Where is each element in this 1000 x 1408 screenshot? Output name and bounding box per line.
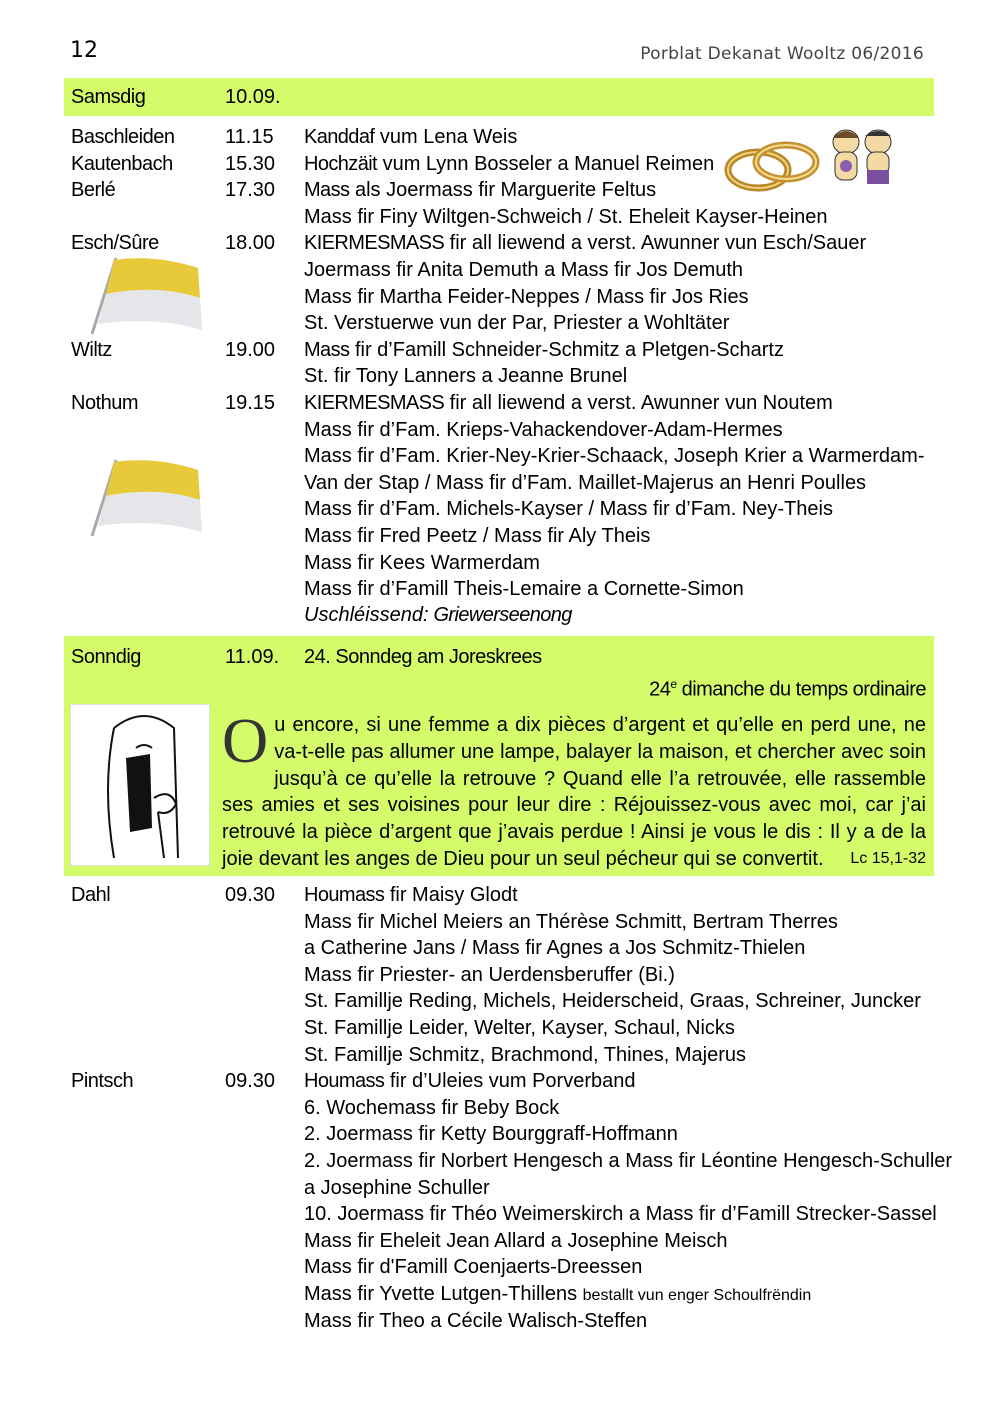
place-name: Esch/Sûre (71, 232, 159, 255)
mass-intention: 10. Joermass fir Théo Weimerskirch a Mass fir d’Famill Strecker-Sassel (304, 1203, 937, 1226)
mass-entry (304, 988, 921, 1015)
page-number: 12 (70, 38, 98, 63)
sunday-fr-rest: dimanche du temps ordinaire (676, 678, 926, 701)
quote-text: u encore, si une femme a dix pièces d’argent et qu’elle en perd une, ne va-t-elle pas allumer une lampe, balayer la maison, et chercher avec soin jusqu’à ce qu’elle la retrouve ? Quand elle l’a retrouvée, elle rassemble ses amies et ses voisines pour leur dire : Réjouissez-vous avec moi, car j’ai retrouvé la pièce d’argent que j’avais perdue ! Ainsi je vous le dis : Il y a de la joie devant les anges de Dieu pour un seul pécheur qui se convertit. (222, 714, 926, 870)
mass-entry (304, 284, 749, 311)
mass-entry (304, 1254, 642, 1281)
mass-entry (304, 390, 833, 417)
mass-intention: vum Lena Weis (374, 126, 518, 148)
mass-time: 09.30 (225, 884, 276, 906)
mass-intention: St. Famillje Leider, Welter, Kayser, Schaul, Nicks (304, 1017, 735, 1039)
mass-entry (304, 1281, 811, 1310)
quote-reference: Lc 15,1-32 (850, 849, 926, 867)
mass-time: 11.15 (225, 126, 274, 148)
mass-entry (304, 257, 743, 284)
mass-intention: 2. Joermass fir Norbert Hengesch a Mass fir Léontine Hengesch-Schuller (304, 1150, 953, 1172)
mass-entry (304, 1095, 559, 1122)
mass-intention: als Joermass fir Marguerite Feltus (349, 179, 657, 202)
place-name: Pintsch (71, 1070, 134, 1093)
saturday-date: 10.09. (225, 86, 281, 108)
sunday-fr-number: 24 (649, 678, 671, 701)
mass-entry (304, 1201, 937, 1228)
mass-entry (304, 496, 833, 523)
mass-intention: Mass fir d’Fam. Michels-Kayser / Mass fir d’Fam. Ney-Theis (304, 498, 833, 521)
mass-entry (304, 470, 866, 497)
mass-intention: Mass fir Martha Feider-Neppes / Mass fir Jos Ries (304, 285, 749, 308)
mass-entry (304, 1121, 678, 1148)
mass-entry (304, 576, 744, 603)
mass-type: Hochzäit (304, 152, 378, 175)
mass-entry (304, 230, 866, 257)
mass-entry (304, 1148, 952, 1175)
papal-flag-icon (86, 456, 206, 540)
mass-entry (304, 1068, 636, 1095)
closing-label: Uschléissend: (304, 604, 429, 626)
mass-time: 09.30 (225, 1070, 276, 1093)
place-name: Berlé (71, 179, 116, 202)
mass-entry (304, 204, 828, 231)
sunday-date: 11.09. (225, 646, 280, 668)
mass-entry (304, 1175, 490, 1202)
wedding-rings-icon (722, 134, 824, 196)
mass-entry (304, 310, 729, 337)
saturday-day: Samsdig (71, 86, 146, 108)
mass-intention: Mass fir Fred Peetz / Mass fir Aly Theis (304, 525, 651, 547)
mass-intention: Mass fir d’Fam. Krieps-Vahackendover-Adam-Hermes (304, 418, 783, 441)
mass-time: 19.00 (225, 338, 276, 361)
closing-value: Griewerseenong (428, 604, 572, 626)
sunday-title-fr (649, 671, 926, 703)
mass-intention: 6. Wochemass fir Beby Bock (304, 1096, 560, 1119)
mass-entry (304, 363, 627, 390)
mass-entry (304, 1042, 746, 1069)
mass-intention: a Josephine Schuller (304, 1176, 490, 1199)
place-name: Kautenbach (71, 152, 173, 175)
mass-time: 18.00 (225, 232, 276, 255)
mass-entry (304, 443, 925, 470)
mass-entry (304, 151, 714, 178)
mass-intention: fir all liewend a verst. Awunner vun Noutem (444, 392, 833, 414)
place-name: Nothum (71, 392, 139, 414)
mass-entry (304, 550, 540, 577)
mass-intention: 2. Joermass fir Ketty Bourggraff-Hoffmann (304, 1123, 678, 1146)
mass-entry (304, 417, 783, 444)
mass-entry (304, 962, 675, 989)
mass-time: 17.30 (225, 179, 276, 202)
mass-intention: Van der Stap / Mass fir d’Fam. Maillet-Majerus an Henri Poulles (304, 471, 867, 494)
mass-type: Mass (304, 338, 350, 361)
mass-intention: Joermass fir Anita Demuth a Mass fir Jos Demuth (304, 259, 744, 281)
mass-intention: St. Famillje Reding, Michels, Heiderscheid, Graas, Schreiner, Juncker (304, 990, 921, 1013)
mass-time: 15.30 (225, 152, 276, 175)
mass-note: bestallt vun enger Schoulfrëndin (582, 1287, 812, 1304)
mass-intention: Mass fir d’Fam. Krier-Ney-Krier-Schaack, Joseph Krier a Warmerdam- (304, 445, 925, 468)
publication-title: Porblat Dekanat Wooltz 06/2016 (640, 44, 924, 64)
mass-entry (304, 337, 784, 364)
praying-figure-icon (74, 708, 204, 860)
place-name: Wiltz (71, 338, 112, 361)
mass-intention: St. Famillje Schmitz, Brachmond, Thines, Majerus (304, 1043, 747, 1066)
mass-intention: Mass fir d’Famill Theis-Lemaire a Cornette-Simon (304, 578, 744, 601)
mass-entry (304, 1015, 735, 1042)
mass-entry (304, 523, 650, 550)
mass-intention: Mass fir Priester- an Uerdensberuffer (Bi.) (304, 963, 675, 986)
mass-time: 19.15 (225, 392, 276, 414)
mass-type: KIERMESMASS (304, 392, 445, 414)
closing-note (304, 602, 572, 629)
mass-type: Mass (304, 179, 350, 202)
quote-initial: O (222, 705, 269, 776)
mass-intention: Mass fir Kees Warmerdam (304, 551, 540, 574)
mass-intention: fir all liewend a verst. Awunner vun Esch/Sauer (444, 232, 867, 255)
mass-intention: St. fir Tony Lanners a Jeanne Brunel (304, 365, 628, 388)
mass-intention: St. Verstuerwe vun der Par, Priester a Wohltäter (304, 312, 730, 335)
mass-type: Houmass (304, 1070, 385, 1093)
saturday-band (64, 78, 934, 116)
mass-intention: Mass fir Finy Wiltgen-Schweich / St. Eheleit Kayser-Heinen (304, 205, 828, 228)
mass-intention: fir d’Uleies vum Porverband (384, 1070, 636, 1093)
mass-intention: a Catherine Jans / Mass fir Agnes a Jos Schmitz-Thielen (304, 937, 806, 960)
mass-intention: Mass fir Michel Meiers an Thérèse Schmitt, Bertram Therres (304, 910, 838, 933)
mass-intention: Mass fir Yvette Lutgen-Thillens (304, 1283, 583, 1305)
mass-intention: Mass fir Theo a Cécile Walisch-Steffen (304, 1309, 648, 1332)
papal-flag-icon (86, 254, 206, 338)
mass-intention: fir d’Famill Schneider-Schmitz a Pletgen-Schartz (349, 338, 784, 361)
mass-entry (304, 1308, 647, 1335)
mass-entry (304, 177, 656, 204)
mass-intention: Mass fir d'Famill Coenjaerts-Dreessen (304, 1256, 643, 1279)
sunday-title: 24. Sonndeg am Joreskrees (304, 646, 542, 668)
mass-type: Kanddaf (304, 126, 375, 148)
mass-type: Houmass (304, 884, 385, 906)
mass-intention: fir Maisy Glodt (384, 884, 518, 906)
mass-entry (304, 935, 805, 962)
sunday-fr-sup: e (670, 677, 677, 691)
couple-icon (826, 124, 900, 190)
mass-entry (304, 882, 518, 909)
place-name: Dahl (71, 884, 111, 906)
mass-entry (304, 124, 517, 151)
sunday-day: Sonndig (71, 646, 141, 668)
mass-entry (304, 1228, 728, 1255)
place-name: Baschleiden (71, 126, 175, 148)
gospel-quote (222, 705, 926, 873)
mass-intention: Mass fir Eheleit Jean Allard a Josephine Meisch (304, 1229, 728, 1252)
mass-type: KIERMESMASS (304, 232, 445, 255)
mass-entry (304, 909, 838, 936)
mass-intention: vum Lynn Bosseler a Manuel Reimen (377, 152, 715, 175)
